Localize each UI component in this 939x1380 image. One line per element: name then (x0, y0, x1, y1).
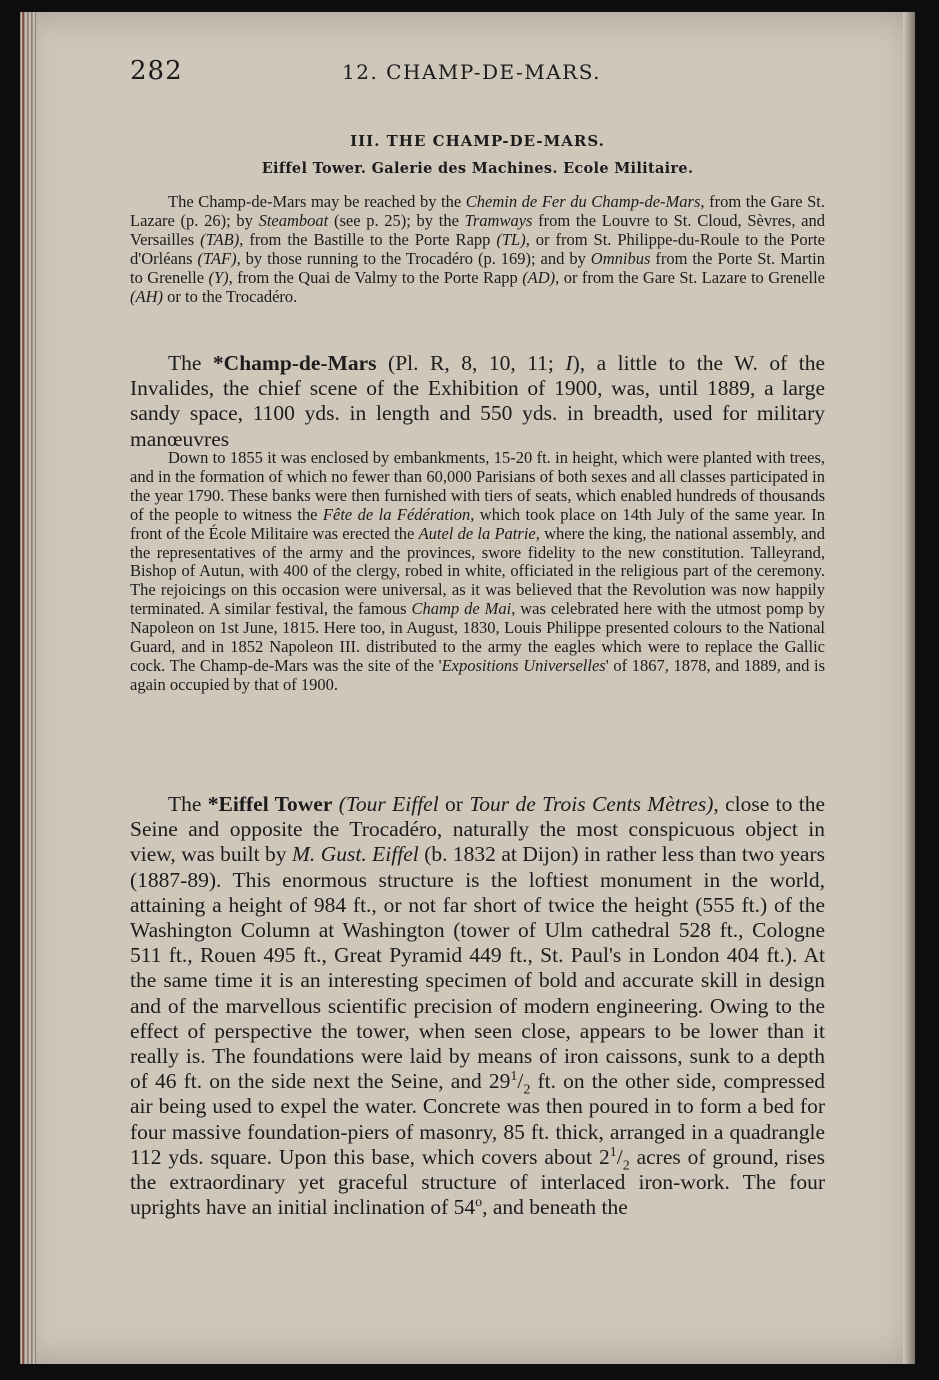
history-paragraph: Down to 1855 it was enclosed by embankments, 15-20 ft. in height, which were planted with trees, and in the formation of which no fewer than 60,000 Parisians of both sexes and all classes participated in the year 1790. These banks were then furnished with tiers of seats, which enabled hundreds of thousands of the people to witness the Fête de la Fédération, which took place on 14th July of the same year. In front of the École Militaire was erected the Autel de la Patrie, where the king, the national assembly, and the representatives of the army and the provinces, swore fidelity to the new constitution. Talleyrand, Bishop of Autun, with 400 of the clergy, robed in white, officiated in the religious part of the ceremony. The rejoicings on this occasion were universal, as it was believed that the Revolution was now happily terminated. A similar festival, the famous Champ de Mai, was celebrated here with the utmost pomp by Napoleon on 1st June, 1815. Here too, in August, 1830, Louis Philippe presented colours to the National Guard, and in 1852 Napoleon III. distributed to the army the eagles which were to replace the Gallic cock. The Champ-de-Mars was the site of the 'Expositions Universelles' of 1867, 1878, and 1889, and is again occupied by that of 1900. (130, 448, 825, 694)
directions-paragraph: The Champ-de-Mars may be reached by the Chemin de Fer du Champ-de-Mars, from the Gare St. Lazare (p. 26); by Steamboat (see p. 25); by the Tramways from the Louvre to St. Cloud, Sèvres, and Versailles (TAB), from the Bastille to the Porte Rapp (TL), or from St. Philippe-du-Roule to the Porte d'Orléans (TAF), by those running to the Trocadéro (p. 169); and by Omnibus from the Porte St. Martin to Grenelle (Y), from the Quai de Valmy to the Porte Rapp (AD), or from the Gare St. Lazare to Grenelle (AH) or to the Trocadéro. (130, 192, 826, 306)
page-number: 282 (130, 56, 183, 86)
champ-de-mars-paragraph: The *Champ-de-Mars (Pl. R, 8, 10, 11; I), a little to the W. of the Invalides, the chief scene of the Exhibition of 1900, was, until 1889, a large sandy space, 1100 yds. in length and 550 yds. in breadth, used for military manœuvres (130, 351, 825, 451)
book-page (20, 12, 915, 1364)
section-heading: III. THE CHAMP-DE-MARS. (350, 132, 605, 150)
eiffel-tower-paragraph: The *Eiffel Tower (Tour Eiffel or Tour de Trois Cents Mètres), close to the Seine and opposite the Trocadéro, naturally the most conspicuous object in view, was built by M. Gust. Eiffel (b. 1832 at Dijon) in rather less than two years (1887-89). This enormous structure is the loftiest monument in the world, attaining a height of 984 ft., or not far short of twice the height (555 ft.) of the Washington Column at Washington (tower of Ulm cathedral 528 ft., Cologne 511 ft., Rouen 495 ft., Great Pyramid 449 ft., St. Paul's in London 404 ft.). At the same time it is an interesting specimen of bold and accurate skill in design and of the marvellous scientific precision of modern engineering. Owing to the effect of perspective the tower, when seen close, appears to be lower than it really is. The foundations were laid by means of iron caissons, sunk to a depth of 46 ft. on the side next the Seine, and $29^1/_2$ ft. on the other side, compressed air being used to expel the water. Concrete was then poured in to form a bed for four massive foundation-piers of masonry, 85 ft. thick, arranged in a quadrangle 112 yds. square. Upon this base, which covers about $2^1/_2$ acres of ground, rises the extraordinary yet graceful structure of interlaced iron-work. The four uprights have an initial inclination of 54$^o$, and beneath the (130, 792, 825, 1220)
running-title: 12. CHAMP-DE-MARS. (342, 60, 602, 84)
book-gutter (903, 12, 915, 1364)
page-edge-stripe (22, 12, 24, 1364)
section-subheading: Eiffel Tower. Galerie des Machines. Ecole Militaire. (261, 160, 694, 177)
running-header (130, 56, 825, 92)
